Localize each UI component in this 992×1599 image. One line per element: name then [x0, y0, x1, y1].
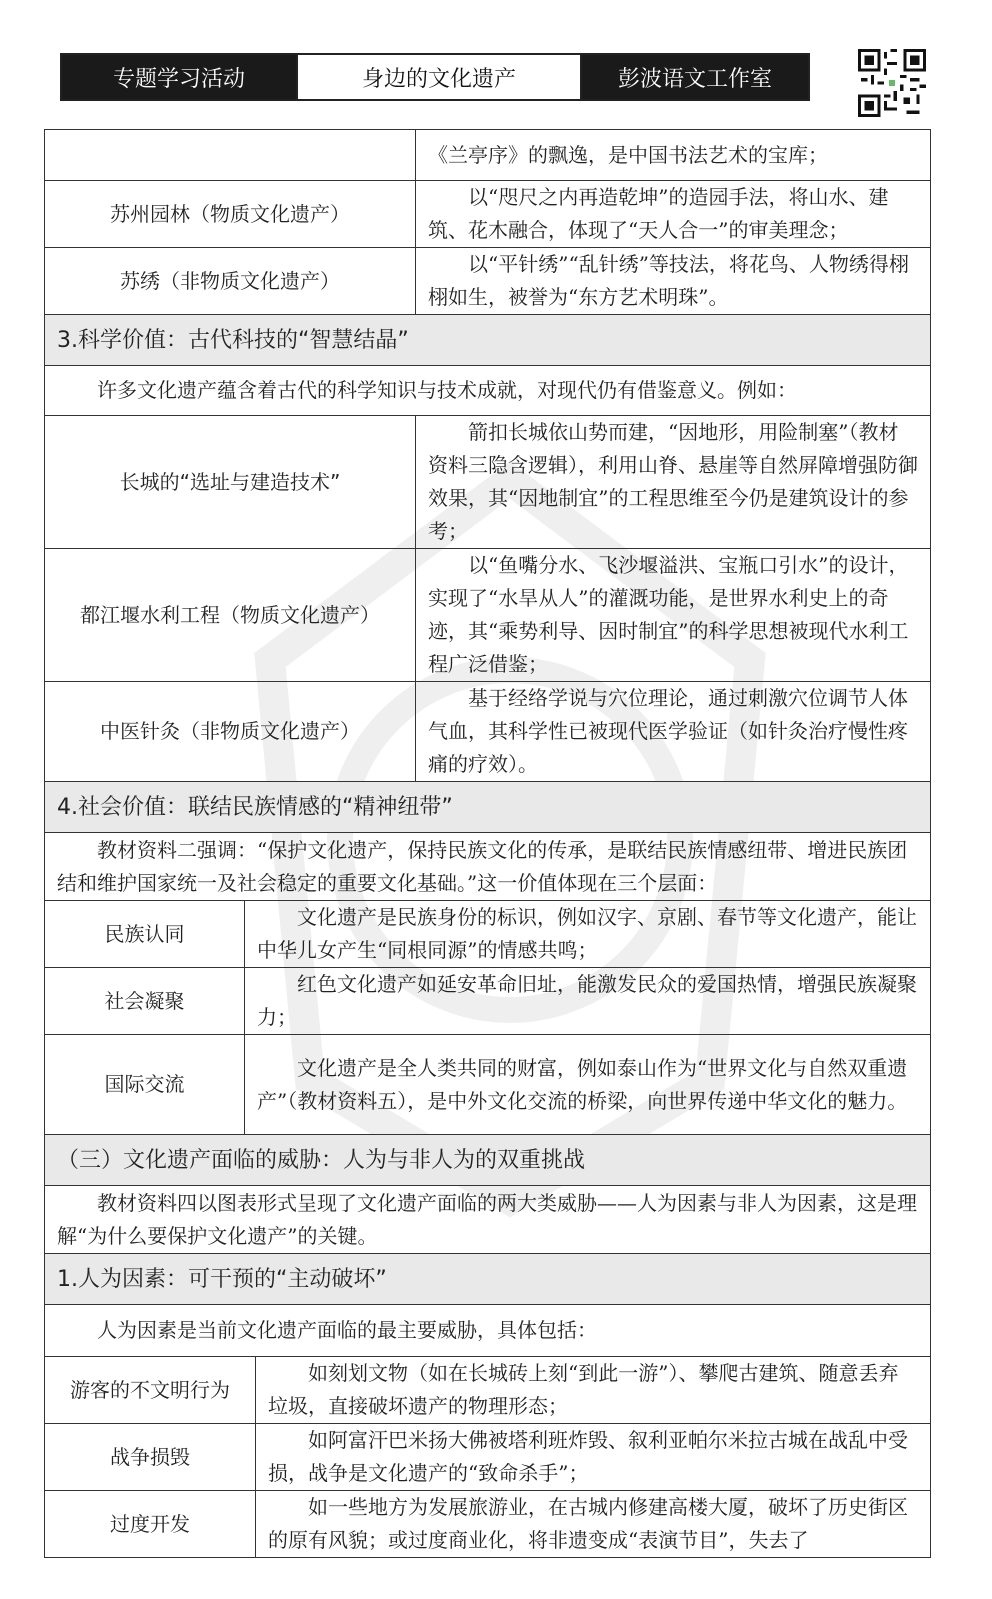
paragraph: 人为因素是当前文化遗产面临的最主要威胁，具体包括：	[45, 1305, 931, 1357]
table-row	[45, 549, 931, 682]
section-heading: 4.社会价值：联结民族情感的“精神纽带”	[45, 782, 931, 833]
table-row	[45, 901, 931, 968]
row-label: 国际交流	[45, 1035, 245, 1135]
row-text: 如一些地方为发展旅游业，在古城内修建高楼大厦，破坏了历史街区的原有风貌；或过度商业化，将非遗变成“表演节目”，失去了	[256, 1491, 931, 1558]
row-text: 文化遗产是民族身份的标识，例如汉字、京剧、春节等文化遗产，能让中华儿女产生“同根同源”的情感共鸣；	[245, 901, 931, 968]
row-text: 基于经络学说与穴位理论，通过刺激穴位调节人体气血，其科学性已被现代医学验证（如针灸治疗慢性疼痛的疗效）。	[416, 682, 931, 782]
row-text: 以“平针绣”“乱针绣”等技法，将花鸟、人物绣得栩栩如生，被誉为“东方艺术明珠”。	[416, 248, 931, 315]
table-row	[45, 682, 931, 782]
paragraph: 教材资料二强调：“保护文化遗产，保持民族文化的传承，是联结民族情感纽带、增进民族团结和维护国家统一及社会稳定的重要文化基础。”这一价值体现在三个层面：	[45, 833, 931, 901]
row-text: 文化遗产是全人类共同的财富，例如泰山作为“世界文化与自然双重遗产”（教材资料五），是中外文化交流的桥梁，向世界传递中华文化的魅力。	[245, 1035, 931, 1135]
row-label: 战争损毁	[45, 1424, 256, 1491]
table-row	[45, 1424, 931, 1491]
section-heading-row	[45, 782, 931, 833]
paragraph-row	[45, 833, 931, 901]
table-row	[45, 248, 931, 315]
row-text: 如阿富汗巴米扬大佛被塔利班炸毁、叙利亚帕尔米拉古城在战乱中受损，战争是文化遗产的“致命杀手”；	[256, 1424, 931, 1491]
row-text: 如刻划文物（如在长城砖上刻“到此一游”）、攀爬古建筑、随意丢弃垃圾，直接破坏遗产的物理形态；	[256, 1357, 931, 1424]
row-text: 红色文化遗产如延安革命旧址，能激发民众的爱国热情，增强民族凝聚力；	[245, 968, 931, 1035]
content-table	[44, 129, 931, 1558]
paragraph-row	[45, 366, 931, 416]
paragraph-row	[45, 1305, 931, 1357]
table-row	[45, 181, 931, 248]
row-label: 游客的不文明行为	[45, 1357, 256, 1424]
table-row	[45, 1491, 931, 1558]
section-heading-row	[45, 315, 931, 366]
row-text: 《兰亭序》的飘逸，是中国书法艺术的宝库；	[416, 130, 931, 181]
row-text: 以“鱼嘴分水、飞沙堰溢洪、宝瓶口引水”的设计，实现了“水旱从人”的灌溉功能，是世界水利史上的奇迹，其“乘势利导、因时制宜”的科学思想被现代水利工程广泛借鉴；	[416, 549, 931, 682]
row-label: 社会凝聚	[45, 968, 245, 1035]
row-label: 长城的“选址与建造技术”	[45, 416, 416, 549]
row-label: 都江堰水利工程（物质文化遗产）	[45, 549, 416, 682]
row-label: 民族认同	[45, 901, 245, 968]
header-center: 身边的文化遗产	[296, 55, 582, 99]
qr-code-icon	[858, 49, 926, 117]
row-label: 苏州园林（物质文化遗产）	[45, 181, 416, 248]
row-label	[45, 130, 416, 181]
section-heading-row	[45, 1254, 931, 1305]
table-row	[45, 416, 931, 549]
header-right: 彭波语文工作室	[582, 55, 808, 99]
row-label: 苏绣（非物质文化遗产）	[45, 248, 416, 315]
section-heading: （三）文化遗产面临的威胁：人为与非人为的双重挑战	[45, 1135, 931, 1186]
section-heading: 3.科学价值：古代科技的“智慧结晶”	[45, 315, 931, 366]
paragraph: 许多文化遗产蕴含着古代的科学知识与技术成就，对现代仍有借鉴意义。例如：	[45, 366, 931, 416]
table-row	[45, 968, 931, 1035]
row-label: 中医针灸（非物质文化遗产）	[45, 682, 416, 782]
paragraph-row	[45, 1186, 931, 1254]
table-row	[45, 1357, 931, 1424]
section-heading: 1.人为因素：可干预的“主动破坏”	[45, 1254, 931, 1305]
header-bar	[60, 53, 810, 101]
paragraph: 教材资料四以图表形式呈现了文化遗产面临的两大类威胁——人为因素与非人为因素，这是理解“为什么要保护文化遗产”的关键。	[45, 1186, 931, 1254]
table-row	[45, 1035, 931, 1135]
row-label: 过度开发	[45, 1491, 256, 1558]
row-text: 箭扣长城依山势而建，“因地形，用险制塞”（教材资料三隐含逻辑），利用山脊、悬崖等自然屏障增强防御效果，其“因地制宜”的工程思维至今仍是建筑设计的参考；	[416, 416, 931, 549]
section-heading-row	[45, 1135, 931, 1186]
row-text: 以“咫尺之内再造乾坤”的造园手法，将山水、建筑、花木融合，体现了“天人合一”的审美理念；	[416, 181, 931, 248]
header-left: 专题学习活动	[62, 55, 296, 99]
table-row	[45, 130, 931, 181]
